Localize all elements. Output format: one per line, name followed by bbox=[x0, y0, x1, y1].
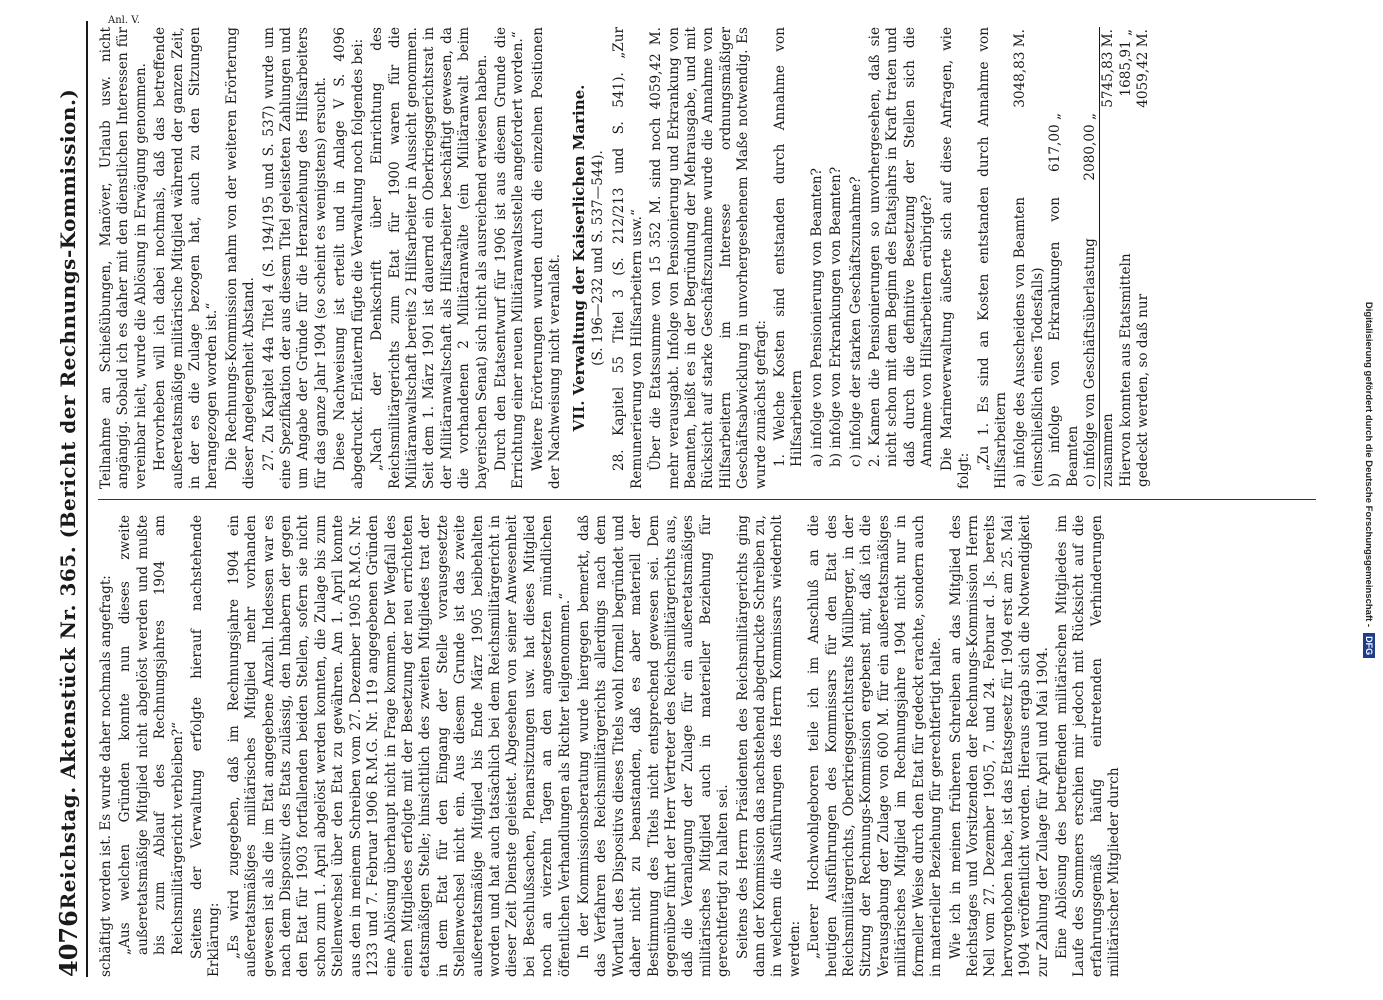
column-divider bbox=[98, 499, 1316, 500]
left-column bbox=[98, 515, 1126, 977]
right-column bbox=[98, 27, 1155, 489]
paragraph: Eine Ablösung des betreffenden militärischen Mitgliedes im Laufe des Sommers erschien mir jedoch mit Rücksicht auf die erfahrungsgemäß häufig eintretenden Verhinderungen militärischer Mitglieder durch bbox=[1053, 515, 1123, 977]
paragraph: 28. Kapitel 55 Titel 3 (S. 212/213 und S. 541). „Zur Remunerierung von Hilfsarbeitern usw.“ bbox=[611, 27, 645, 489]
paragraph: „Nach der Denkschrift über Einrichtung des Reichsmilitärgerichts zum Etat für 1900 waren für die Militäranwaltschaft bereits 2 Hilfsarbeiter in Aussicht genommen. Seit dem 1. März 1901 ist dauernd ein Oberkriegsgerichtsrat in der Militäranwaltschaft als Hilfsarbeiter beschäftigt gewesen, da die vorhandenen 2 Militäranwälte (ein Militäranwalt beim bayerischen Senat) sich nicht als ausreichend erwiesen haben. bbox=[369, 27, 490, 489]
header-rule bbox=[86, 21, 88, 977]
table-cell: gedeckt werden, so daß nur bbox=[1135, 293, 1152, 487]
paragraph: Teilnahme an Schießübungen, Manöver, Urlaub usw. nicht angängig. Sobald ich es daher mit den dienstlichen Interessen für vereinbar hielt, wurde die Ablösung in Erwägung genommen. bbox=[98, 27, 149, 489]
paragraph: „Es wird zugegeben, daß im Rechnungsjahre 1904 ein außeretatsmäßiges militärisches Mitglied mehr vorhanden gewesen ist als die im Etat angegebene Anzahl. Indessen war es nach dem Dispositiv des Etats zulässig, den Inhabern der gegen den Etat für 1903 fortfallenden beiden Stellen, sofern sie nicht schon zum 1. April abgelöst werden konnten, die Zulage bis zum Stellenwechsel über den Etat zu gewähren. Am 1. April konnte aus den in meinem Schreiben vom 27. Dezember 1905 R.M.G. Nr. 1233 und 7. Februar 1906 R.M.G. Nr. 119 angegebenen Gründen eine Ablösung überhaupt nicht in Frage kommen. Der Wegfall des einen Mitgliedes erfolgte mit der Besetzung der neu errichteten etatsmäßigen Stelle; hinsichtlich des zweiten Mitgliedes trat der in dem Etat für den Eingang der Stelle vorausgesetzte Stellenwechsel nicht ein. Aus diesem Grunde ist das zweite außeretatsmäßige Mitglied bis Ende März 1905 beibehalten worden und hat auch tatsächlich bei dem Reichsmilitärgericht in dieser Zeit Dienste geleistet. Abgesehen von seiner Anwesenheit bei Beschlußsachen, Plenarsitzungen usw. hat dieses Mitglied noch an vierzehn Tagen an den angesetzten mündlichen öffentlichen Verhandlungen als Richter teilgenommen.“ bbox=[225, 515, 573, 977]
paragraph: 27. Zu Kapitel 44a Titel 4 (S. 194/195 und S. 537) wurde um eine Spezifikation der aus diesem Titel geleisteten Zahlungen und um Angabe der Gründe für die Heranziehung des Hilfsarbeiters für das ganze Jahr 1904 (so scheint es wenigstens) ersucht. bbox=[260, 27, 329, 489]
table-row bbox=[1012, 27, 1047, 489]
paragraph: Über die Etatssumme von 15 352 M. sind noch 4059,42 M. mehr verausgabt. Infolge von Pensionierung und Erkrankung von Beamten, heißt es in der Begründung der Mehrausgabe, und mit Rücksicht auf starke Geschäftszunahme wurde die Annahme von Hilfsarbeitern im Interesse ordnungsmäßiger Geschäftsabwicklung in unvorhergesehenem Maße notwendig. Es wurde zunächst gefragt: bbox=[648, 27, 769, 489]
table-cell: 5745,83 M. bbox=[1100, 27, 1118, 111]
table-cell bbox=[1082, 27, 1100, 111]
table-cell bbox=[1047, 27, 1082, 111]
paragraph: „Euerer Hochwohlgeboren teile ich im Anschluß an die heutigen Ausführungen des Kommissars für den Etat des Reichsmilitärgerichts, Oberkriegsgerichtsrats Müllberger, in der Sitzung der Rechnungs-Kommission ergebenst mit, daß ich die Verausgabung der Zulage von 600 M. für ein außeretatsmäßiges militärisches Mitglied im Rechnungsjahre 1904 nicht nur in formeller Weise durch den Etat für gedeckt erachte, sondern auch in materieller Beziehung für gerechtfertigt halte. bbox=[806, 515, 945, 977]
paragraph: Seitens des Herrn Präsidenten des Reichsmilitärgerichts ging dann der Kommission das nachstehend abgedruckte Schreiben zu, in welchem die Ausführungen des Herrn Kommissars wiederholt werden: bbox=[734, 515, 803, 977]
table-cell: 1685,91 „ bbox=[1117, 29, 1134, 97]
table-cell: 617,00 „ bbox=[1047, 113, 1064, 172]
paragraph: 2. Kamen die Pensionierungen so unvorhergesehen, daß sie nicht schon mit dem Beginn des Etatsjahrs in Kraft traten und daß durch die definitive Besetzung der Stellen sich die Annahme von Hilfsarbeitern erübrigte? bbox=[867, 27, 936, 467]
paragraph: Die Marineverwaltung äußerte sich auf diese Anfragen, wie folgt: bbox=[938, 27, 973, 489]
document-page bbox=[48, 17, 1334, 983]
credit-text: Digitalisierung gefördert durch die Deutsche Forschungsgemeinschaft - bbox=[1363, 301, 1375, 628]
digitization-credit bbox=[1360, 30, 1378, 930]
table-row bbox=[1082, 27, 1100, 489]
table-cell: 3048,83 M. bbox=[1012, 29, 1029, 108]
paragraph: Diese Nachweisung ist erteilt und in Anlage V S. 4096 abgedruckt. Erläuternd fügte die Verwaltung noch folgendes bei: bbox=[332, 27, 366, 489]
table-cell bbox=[1135, 111, 1152, 195]
paragraph: Weitere Erörterungen wurden durch die einzelnen Positionen der Nachweisung nicht veranlaßt. bbox=[529, 27, 564, 489]
paragraph: schäftigt worden ist. Es wurde daher nochmals angefragt: bbox=[98, 575, 114, 977]
table-cell bbox=[1118, 111, 1135, 195]
dfg-logo: DFG bbox=[1363, 633, 1375, 658]
running-head: Reichstag. Aktenstück Nr. 365. (Bericht der Rechnungs-Kommission.) bbox=[56, 88, 80, 910]
paragraph: b) infolge von Erkrankungen von Beamten? bbox=[828, 166, 845, 467]
table-cell: c) infolge von Geschäftsüberlastung bbox=[1081, 238, 1098, 487]
paragraph: Hervorheben will ich dabei nochmals, daß das betreffende außeretatsmäßige militärische Mitglied während der ganzen Zeit, in der es die Zulage bezogen hat, auch zu den Sitzungen herangezogen worden ist.“ bbox=[152, 27, 221, 489]
cost-table bbox=[1012, 27, 1152, 489]
paragraph: „Zu 1. Es sind an Kosten entstanden durch Annahme von Hilfsarbeitern bbox=[975, 27, 1009, 489]
paragraph: Durch den Etatsentwurf für 1906 ist aus diesem Grunde die Errichtung einer neuen Militäranwaltsstelle angefordert worden.“ bbox=[492, 27, 527, 489]
table-cell: Hiervon konnten aus Etatsmitteln bbox=[1117, 253, 1134, 487]
section-title: VII. Verwaltung der Kaiserlichen Marine. bbox=[569, 84, 588, 432]
page-header bbox=[48, 21, 90, 977]
table-cell: a) infolge des Ausscheidens von Beamten (einschließlich eines Todesfalls) bbox=[1012, 197, 1046, 487]
section-pages: (S. 196—232 und S. 537—544). bbox=[589, 150, 606, 366]
table-cell bbox=[1100, 111, 1118, 195]
paragraph: Seitens der Verwaltung erfolgte hierauf nachstehende Erklärung: bbox=[189, 515, 223, 977]
table-cell: 4059,42 M. bbox=[1135, 29, 1152, 108]
table-cell: 2080,00 „ bbox=[1081, 113, 1098, 181]
paragraph: „Aus welchen Gründen konnte nun dieses zweite außeretatsmäßige Mitglied nicht abgelöst werden und mußte bis zum Ablauf des Rechnungsjahres 1904 am Reichsmilitärgericht verbleiben?“ bbox=[117, 515, 186, 955]
page-number: 4076 bbox=[54, 910, 83, 977]
paragraph: a) infolge von Pensionierung von Beamten? bbox=[808, 168, 825, 467]
paragraph: c) infolge der starken Geschäftszunahme? bbox=[847, 176, 864, 467]
table-cell: zusammen bbox=[1100, 195, 1118, 489]
table-row bbox=[1118, 27, 1135, 489]
margin-note: Anl. V. bbox=[108, 15, 140, 26]
paragraph: In der Kommissionsberatung wurde hiergegen bemerkt, daß das Verfahren des Reichsmilitärgerichts allerdings nach dem Wortlaut des Dispositivs dieses Titels wohl formell begründet und daher nicht zu beanstanden, daß es aber materiell der Bestimmung des Titels nicht entsprechend gewesen sei. Dem gegenüber führt der Herr Vertreter des Reichsmilitärgerichts aus, daß die Veranlagung der Zulage für ein außeretatsmäßiges militärisches Mitglied auch in materieller Beziehung für gerechtfertigt zu halten sei. bbox=[575, 515, 732, 977]
paragraph: Wie ich in meinen früheren Schreiben an das Mitglied des Reichstages und Vorsitzenden der Rechnungs-Kommission Herrn Nell vom 27. Dezember 1905, 7. und 24. Februar d. Js. bereits hervorgehoben habe, ist das Etatsgesetz für 1904 erst am 25. Mai 1904 veröffentlicht worden. Hieraus ergab sich die Notwendigkeit zur Zahlung der Zulage für April und Mai 1904. bbox=[947, 515, 1051, 977]
table-row bbox=[1135, 27, 1152, 489]
table-row bbox=[1047, 27, 1082, 489]
table-cell: b) infolge von Erkrankungen von Beamten bbox=[1047, 197, 1081, 487]
right-column-part-b bbox=[611, 27, 1010, 489]
table-row bbox=[1100, 27, 1118, 489]
paragraph: 1. Welche Kosten sind entstanden durch Annahme von Hilfsarbeitern bbox=[772, 27, 806, 467]
table-cell bbox=[1012, 111, 1047, 195]
paragraph: Die Rechnungs-Kommission nahm von der weiteren Erörterung dieser Angelegenheit Abstand. bbox=[223, 27, 258, 489]
right-column-part-a bbox=[98, 27, 565, 489]
